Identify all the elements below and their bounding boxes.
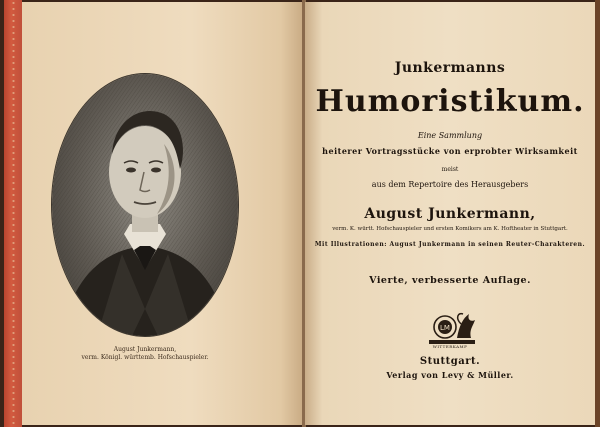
city-line: Stuttgart. [419,356,481,367]
subtitle-line-1: Eine Sammlung [417,131,483,140]
subtitle-line-2: heiterer Vortragsstücke von erprobter Wirksamkeit [322,146,578,156]
publisher-line: Verlag von Levy & Müller. [386,370,514,380]
editor-name: August Junkermann, [364,206,536,222]
book-edge-pattern [11,0,16,427]
portrait-engraving [52,74,238,336]
book-edge-right [595,0,600,427]
header-junkermanns: Junkermanns [394,60,506,76]
editor-title: verm. K. württ. Hofschauspieler und ersten Komikers am K. Hoftheater in Stuttgart. [332,226,568,232]
caption-title: verm. Königl. württemb. Hofschauspieler. [81,354,209,361]
publisher-emblem [425,308,479,346]
subtitle-line-3: meist [441,166,459,173]
subtitle-line-4: aus dem Repertoire des Herausgebers [371,180,529,189]
portrait-caption [50,346,240,362]
illustrations-note: Mit Illustrationen: August Junkermann in seinen Reuter-Charakteren. [314,241,586,248]
publisher-emblem-text: WITTERKAMP [432,344,468,349]
edition-line: Vierte, verbesserte Auflage. [369,275,531,286]
main-title: Humoristikum. [315,84,585,119]
svg-text:LM: LM [440,324,450,332]
caption-name: August Junkermann, [113,346,177,353]
portrait-illustration [52,74,238,336]
